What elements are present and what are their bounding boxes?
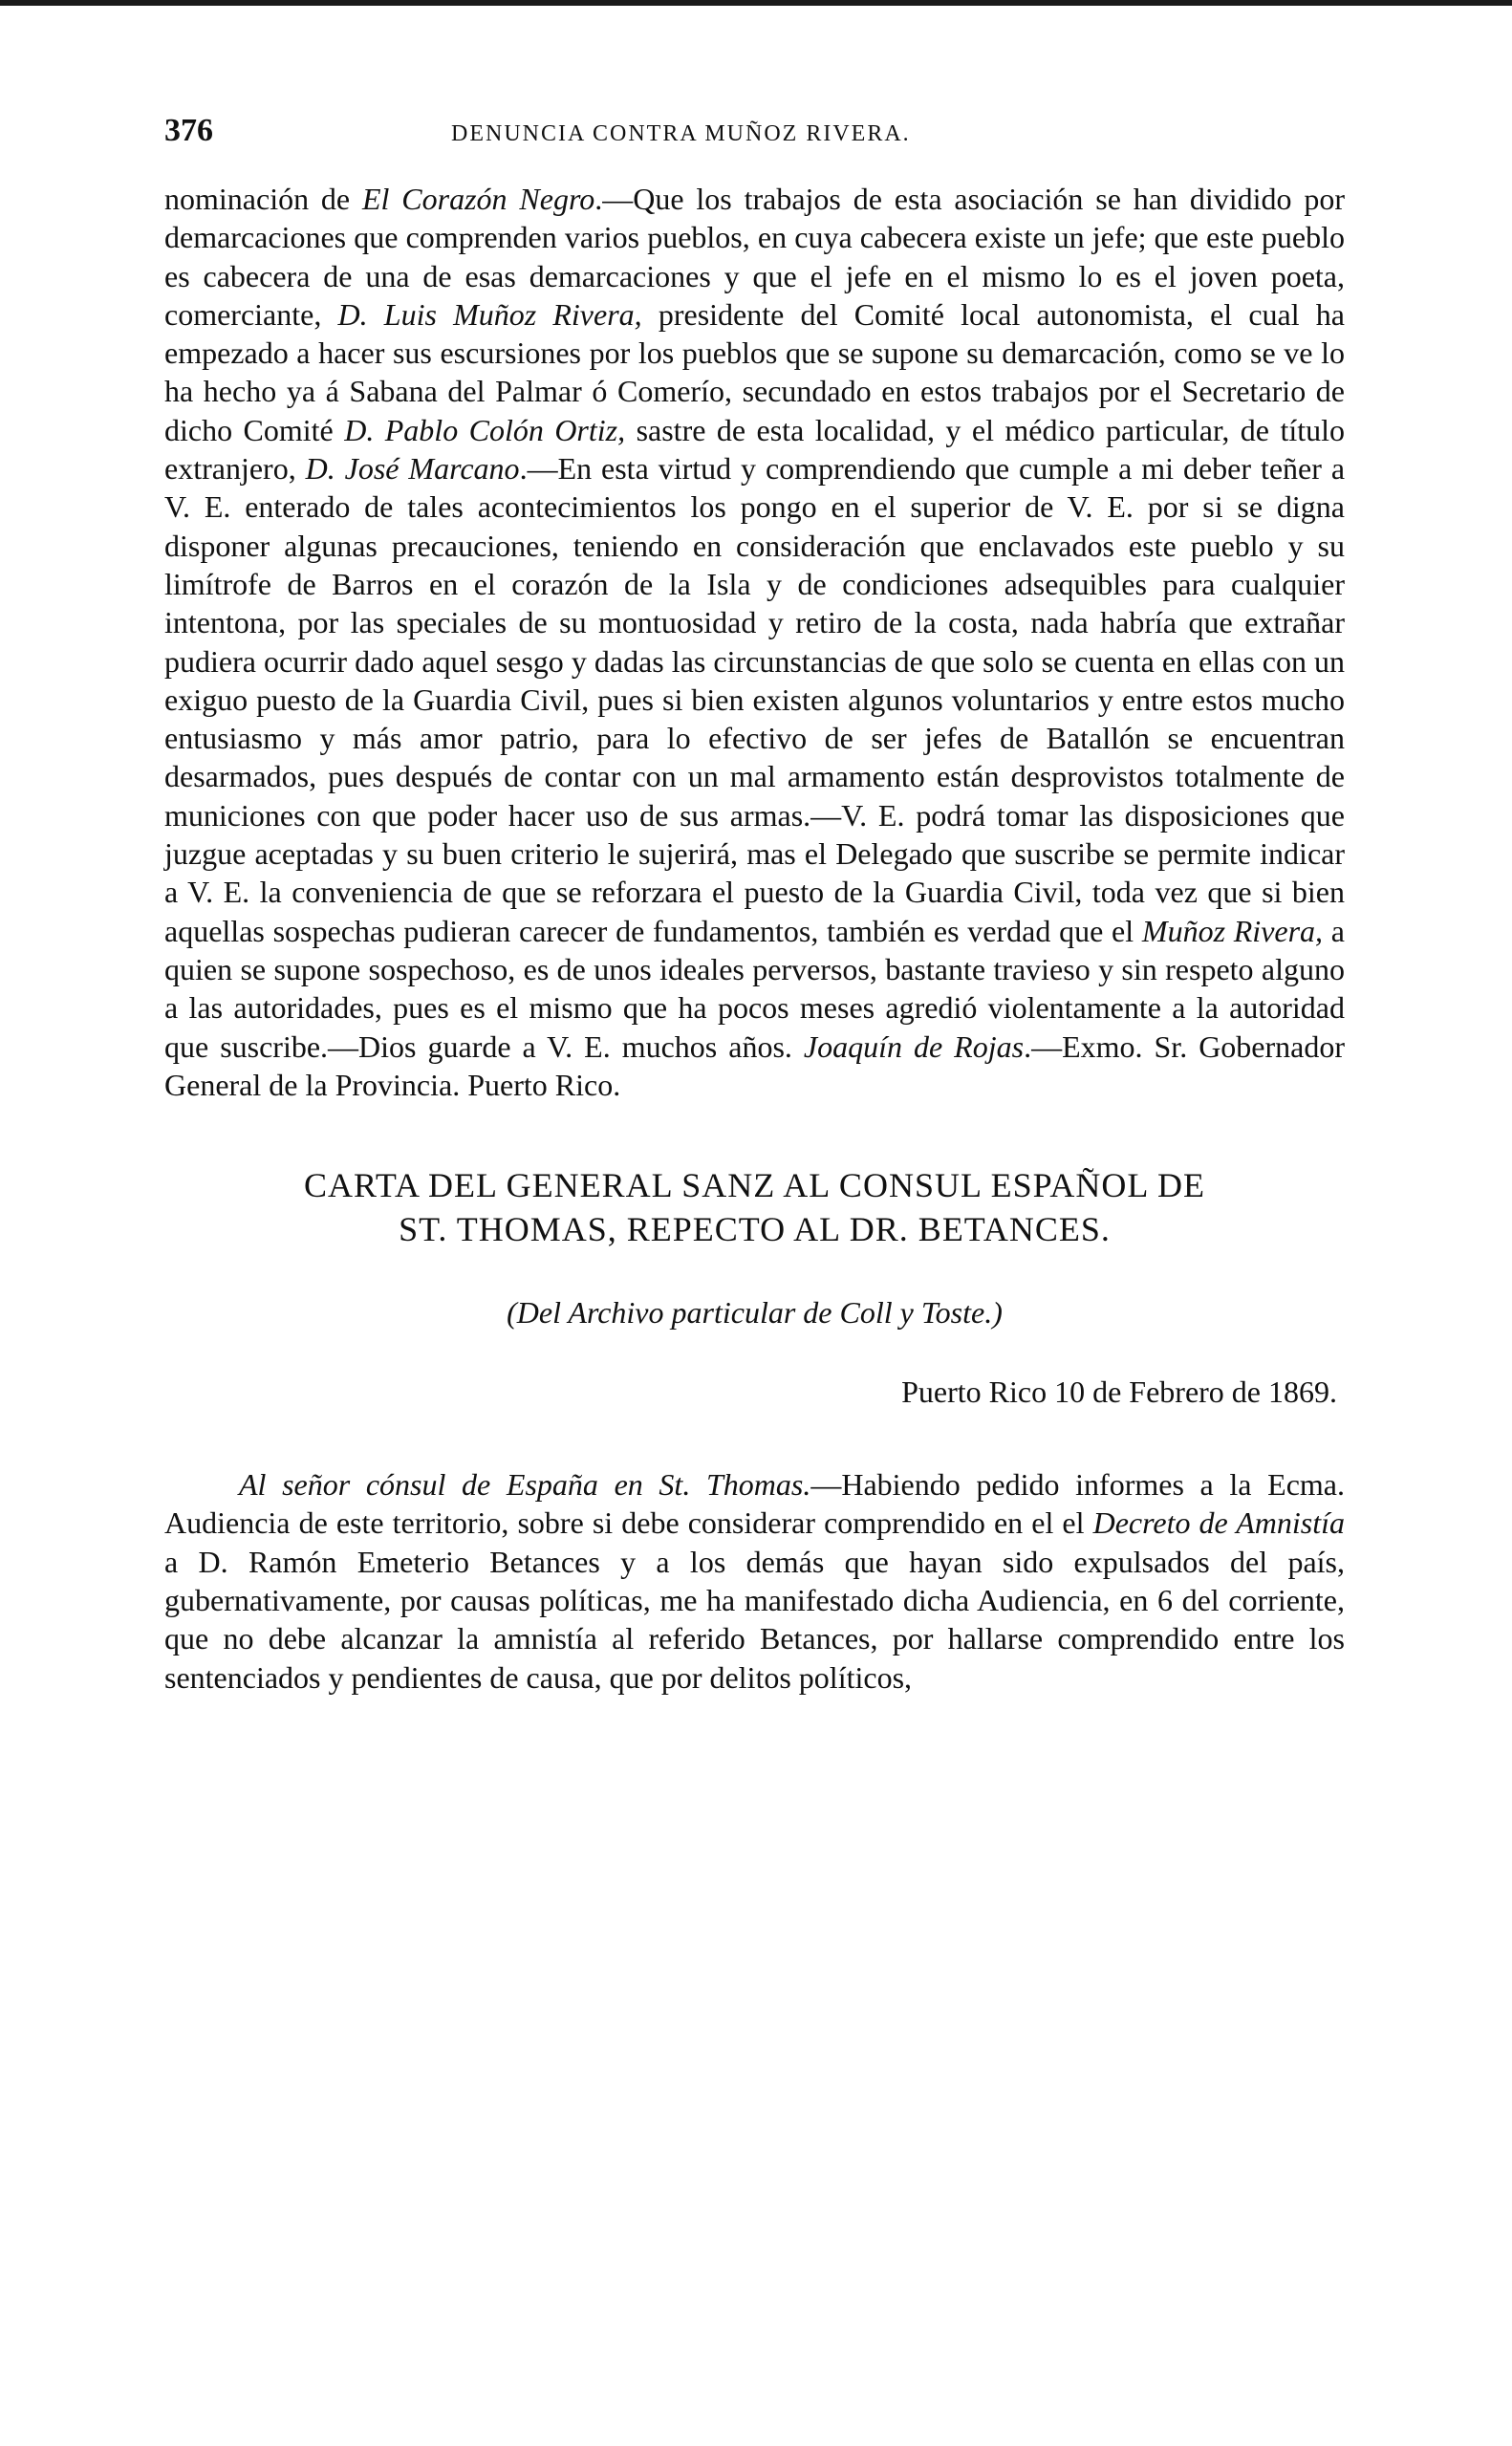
italic-run: D. Luis Muñoz Rivera, bbox=[337, 296, 642, 332]
text-run: a D. Ramón Emeterio Betances y a los demás que hayan sido expulsados del país, gubernativamente, por causas políticas, me ha manifestado dicha Audiencia, en 6 del corriente, que no debe alcanzar la amnistía al referido Betances, por hallarse comprendido entre los sentenciados y pendientes de causa, que por delitos políticos, bbox=[164, 1544, 1345, 1695]
text-run: sastre de esta localidad, y el médico particular, de título extranjero, bbox=[164, 412, 1346, 487]
section-title-line-1: CARTA DEL GENERAL SANZ AL CONSUL ESPAÑOL DE bbox=[304, 1166, 1205, 1205]
letter-text bbox=[164, 1465, 1345, 1697]
text-run: nominación de bbox=[164, 182, 362, 216]
archive-source: (Del Archivo particular de Coll y Toste.) bbox=[507, 1295, 1003, 1331]
top-border-rule bbox=[0, 0, 1512, 6]
book-page bbox=[164, 113, 1345, 1697]
italic-run: Al señor cónsul de España en St. Thomas. bbox=[239, 1467, 811, 1503]
body-paragraph bbox=[164, 180, 1345, 1104]
text-run: .—Exmo. Sr. Gobernador General de la Provincia. Puerto Rico. bbox=[164, 1028, 1346, 1102]
text-run: presidente del Comité local autonomista, el cual ha empezado a hacer sus escursiones por los pueblos que se supone su demarcación, como se ve lo ha hecho ya á Sabana del Palmar ó Comerío, secundado en estos trabajos por el Secretario de dicho Comité bbox=[164, 296, 1346, 447]
page-header bbox=[164, 113, 1345, 161]
letter-paragraph bbox=[164, 1465, 1345, 1697]
section-title-line-2: ST. THOMAS, REPECTO AL DR. BETANCES. bbox=[399, 1210, 1111, 1249]
page-number: 376 bbox=[164, 113, 213, 148]
text-run: .—En esta virtud y comprendiendo que cumple a mi deber teñer a V. E. enterado de tales acontecimientos los pongo en el superior de V. E. por si se digna disponer algunas precauciones, teniendo en consideración que enclavados este pueblo y su limítrofe de Barros en el corazón de la Isla y de condiciones adsequibles para cualquier intentona, por las speciales de su montuosidad y retiro de la costa, nada habría que extrañar pudiera ocurrir dado aquel sesgo y dadas las circunstancias de que solo se cuenta en ellas con un exiguo puesto de la Guardia Civil, pues si bien existen algunos voluntarios y entre estos mucho entusiasmo y más amor patrio, para lo efectivo de ser jefes de Batallón se encuentran desarmados, pues después de contar con un mal armamento están desprovistos totalmente de municiones con que poder hacer uso de sus armas.—V. E. podrá tomar las disposiciones que juzgue aceptadas y su buen criterio le sujerirá, mas el Delegado que suscribe se permite indicar a V. E. la conveniencia de que se reforzara el puesto de la Guardia Civil, toda vez que si bien aquellas sospechas pudieran carecer de fundamentos, también es verdad que el bbox=[164, 451, 1346, 948]
italic-run: El Corazón Negro bbox=[362, 182, 595, 216]
italic-run: Decreto de Amnistía bbox=[1092, 1505, 1346, 1541]
text-run: .—Que los trabajos de esta asociación se han dividido por demarcaciones que comprenden varios pueblos, en cuya cabecera existe un jefe; que este pueblo es cabecera de una de esas demarcaciones y que el jefe en el mismo lo es el joven poeta, comerciante, bbox=[164, 182, 1346, 332]
text-run: a quien se supone sospechoso, es de unos ideales perversos, bastante travieso y sin respeto alguno a las autoridades, pues es el mismo que ha pocos meses agredió violentamente a la autoridad que suscribe.—Dios guarde a V. E. muchos años. bbox=[164, 913, 1346, 1064]
section-title bbox=[164, 1163, 1345, 1251]
denuncia-text bbox=[164, 180, 1345, 1104]
italic-run: Muñoz Rivera, bbox=[1141, 913, 1324, 948]
italic-run: D. José Marcano bbox=[305, 451, 520, 487]
italic-run: D. Pablo Colón Ortiz, bbox=[344, 412, 626, 447]
italic-run: Joaquín de Rojas bbox=[803, 1028, 1025, 1064]
running-head: DENUNCIA CONTRA MUÑOZ RIVERA. bbox=[451, 121, 911, 146]
dateline: Puerto Rico 10 de Febrero de 1869. bbox=[901, 1375, 1337, 1410]
text-run: —Habiendo pedido informes a la Ecma. Audiencia de este territorio, sobre si debe considerar comprendido en el el bbox=[164, 1467, 1346, 1541]
